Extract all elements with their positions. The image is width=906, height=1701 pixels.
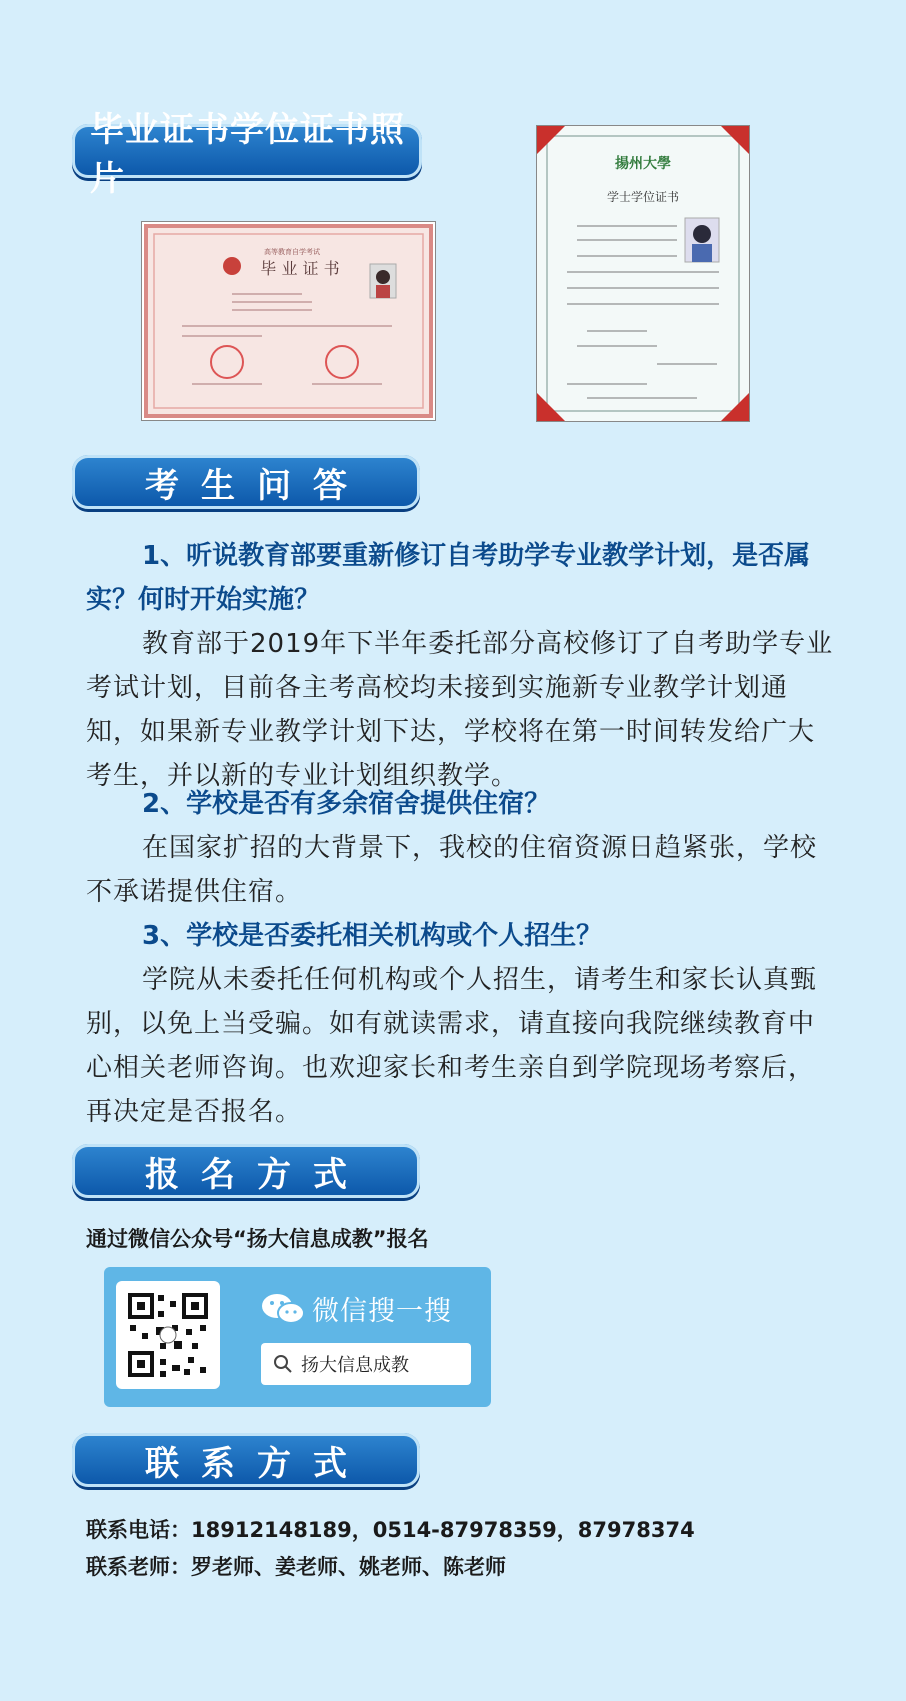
grad-cert-header: 高等教育自学考试 bbox=[264, 248, 320, 256]
search-icon bbox=[273, 1354, 293, 1374]
faq-question-1: 1、听说教育部要重新修订自考助学专业教学计划，是否属实？何时开始实施？ bbox=[86, 541, 811, 615]
graduation-certificate-graphic bbox=[142, 222, 435, 420]
grad-cert-title: 毕 业 证 书 bbox=[260, 259, 340, 278]
register-instructions: 通过微信公众号“扬大信息成教”报名 bbox=[86, 1227, 429, 1251]
faq-question-2: 2、学校是否有多余宿舍提供住宿？ bbox=[142, 789, 551, 819]
degree-certificate-image bbox=[536, 125, 750, 422]
wechat-icon bbox=[260, 1291, 306, 1327]
qr-code-graphic bbox=[116, 1281, 220, 1389]
wechat-search-label: 微信搜一搜 bbox=[312, 1296, 452, 1327]
contact-teachers: 联系老师：罗老师、姜老师、姚老师、陈老师 bbox=[86, 1555, 506, 1579]
faq-question-3: 3、学校是否委托相关机构或个人招生？ bbox=[142, 921, 603, 951]
wechat-search-value: 扬大信息成教 bbox=[301, 1355, 409, 1376]
faq-answer-2: 在国家扩招的大背景下，我校的住宿资源日趋紧张，学校不承诺提供住宿。 bbox=[86, 833, 818, 907]
faq-section-title: 考生问答 bbox=[72, 455, 420, 509]
qr-code[interactable] bbox=[116, 1281, 220, 1389]
register-section-title: 报名方式 bbox=[72, 1144, 420, 1198]
degree-cert-title: 学士学位证书 bbox=[606, 190, 680, 204]
contact-phone: 联系电话：18912148189，0514-87978359，87978374 bbox=[86, 1518, 695, 1542]
wechat-search-label-row bbox=[260, 1289, 452, 1328]
faq-answer-3: 学院从未委托任何机构或个人招生，请考生和家长认真甄别，以免上当受骗。如有就读需求，请直接向我院继续教育中心相关老师咨询。也欢迎家长和考生亲自到学院现场考察后，再决定是否报名。 bbox=[86, 965, 818, 1127]
degree-certificate-graphic bbox=[537, 126, 749, 421]
wechat-panel bbox=[104, 1267, 491, 1407]
faq-answer-1: 教育部于2019年下半年委托部分高校修订了自考助学专业考试计划，目前各主考高校均未接到实施新专业教学计划通知，如果新专业教学计划下达，学校将在第一时间转发给广大考生，并以新的专业计划组织教学。 bbox=[86, 629, 834, 791]
contact-section-title: 联系方式 bbox=[72, 1433, 420, 1487]
wechat-search-box[interactable] bbox=[261, 1343, 471, 1385]
graduation-certificate-image bbox=[141, 221, 436, 421]
degree-cert-school: 揚州大學 bbox=[615, 156, 671, 172]
photos-section-title: 毕业证书学位证书照片 bbox=[72, 124, 422, 178]
